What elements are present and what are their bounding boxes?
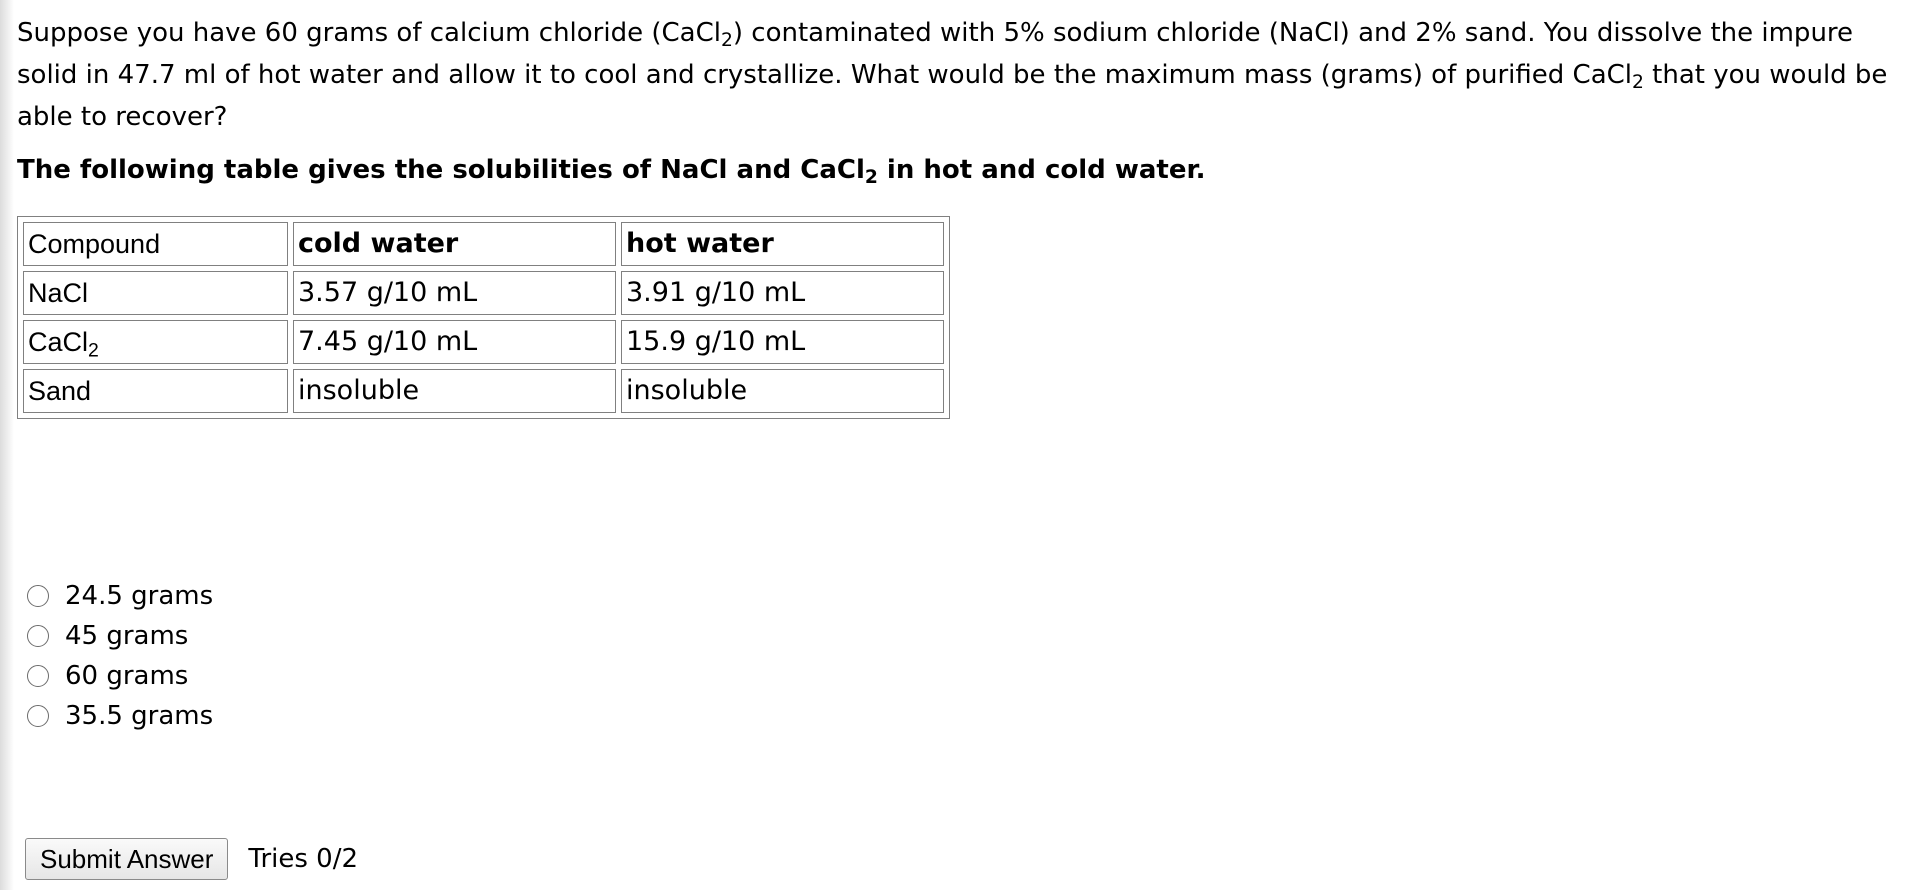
- cell-cold: 7.45 g/10 mL: [293, 320, 616, 364]
- radio-button[interactable]: [27, 705, 49, 727]
- question-text: Suppose you have 60 grams of calcium chloride (CaCl$_2$) contaminated with 5% sodium chloride (NaCl) and 2% sand. You dissolve the impure solid in 47.7 ml of hot water and allow it to cool and crystallize. What would be the maximum mass (grams) of purified CaCl$_2$ that you would be able to recover?: [17, 18, 1888, 132]
- option-label: 24.5 grams: [65, 581, 214, 611]
- header-cold-water: cold water: [293, 222, 616, 266]
- radio-button[interactable]: [27, 585, 49, 607]
- left-edge-shade: [0, 0, 14, 890]
- header-compound: Compound: [23, 222, 288, 266]
- question-container: [17, 12, 1897, 188]
- table-row: [23, 320, 944, 364]
- solubility-table: [17, 216, 950, 419]
- option-24-5-grams[interactable]: [27, 576, 213, 616]
- header-hot-water: hot water: [621, 222, 944, 266]
- table-header-row: [23, 222, 944, 266]
- radio-button[interactable]: [27, 625, 49, 647]
- submit-answer-button[interactable]: Submit Answer: [25, 838, 228, 880]
- radio-button[interactable]: [27, 665, 49, 687]
- cell-compound: CaCl$_2$: [23, 320, 288, 364]
- cell-compound: Sand: [23, 369, 288, 413]
- table-row: [23, 271, 944, 315]
- table-row: [23, 369, 944, 413]
- cell-hot: 3.91 g/10 mL: [621, 271, 944, 315]
- cell-compound: NaCl: [23, 271, 288, 315]
- submit-row: [25, 838, 358, 880]
- cell-cold: insoluble: [293, 369, 616, 413]
- option-60-grams[interactable]: [27, 656, 213, 696]
- option-label: 60 grams: [65, 661, 189, 691]
- tries-counter: Tries 0/2: [248, 844, 359, 874]
- option-label: 35.5 grams: [65, 701, 214, 731]
- cell-hot: insoluble: [621, 369, 944, 413]
- option-35-5-grams[interactable]: [27, 696, 213, 736]
- cell-cold: 3.57 g/10 mL: [293, 271, 616, 315]
- option-label: 45 grams: [65, 621, 189, 651]
- answer-options: [27, 576, 213, 736]
- table-heading: The following table gives the solubilities of NaCl and CaCl$_2$ in hot and cold water.: [17, 155, 1206, 189]
- cell-hot: 15.9 g/10 mL: [621, 320, 944, 364]
- option-45-grams[interactable]: [27, 616, 213, 656]
